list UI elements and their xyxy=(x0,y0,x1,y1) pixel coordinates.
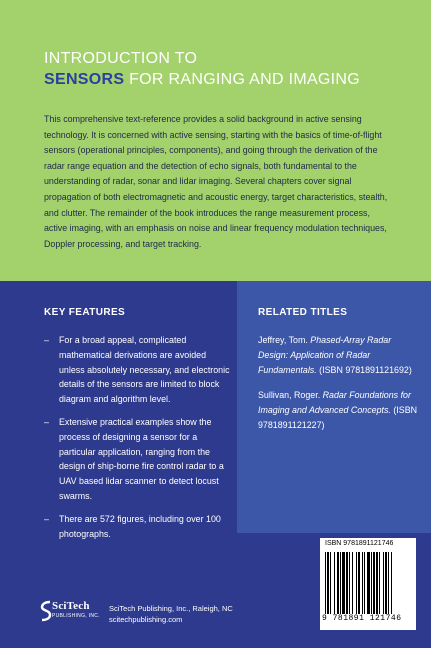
list-item xyxy=(44,512,234,542)
barcode-bar xyxy=(334,552,335,614)
barcode-bar xyxy=(325,552,326,614)
barcode-bar xyxy=(327,552,329,614)
bullet-dash: – xyxy=(44,513,49,524)
barcode-bar xyxy=(364,552,365,614)
key-features-list xyxy=(44,333,234,549)
related-titles-heading: RELATED TITLES xyxy=(258,307,348,318)
related-author: Sullivan, Roger. xyxy=(258,390,323,400)
barcode-bar xyxy=(379,552,380,614)
barcode-bar xyxy=(330,552,331,614)
barcode-bar xyxy=(352,552,353,614)
barcode-bar xyxy=(362,552,363,614)
publisher-address: SciTech Publishing, Inc., Raleigh, NC xyxy=(109,604,233,613)
barcode-bar xyxy=(342,552,345,614)
barcode-bar xyxy=(367,552,370,614)
barcode-bar xyxy=(349,552,350,614)
publisher-logo-subtext: PUBLISHING, INC. xyxy=(52,613,100,619)
publisher-logo xyxy=(40,598,100,626)
book-description: This comprehensive text-reference provides a solid background in active sensing technology. It is concerned with active sensing, starting with the basics of time-of-flight sensors (operational principles, components), and going through the derivation of the radar range equation and the detection of echo signals, both fundamental to the understanding of radar, sonar and lidar imaging. Several chapters cover signal propagation of both electromagnetic and acoustic energy, target characteristics, stealth, and clutter. The remainder of the book introduces the range measurement process, active imaging, with an emphasis on noise and linear frequency modulation techniques, Doppler processing, and target tracking. xyxy=(44,114,388,249)
book-title-line-2 xyxy=(44,71,360,89)
barcode-bar xyxy=(385,552,387,614)
barcode-bar xyxy=(376,552,378,614)
bullet-dash: – xyxy=(44,416,49,427)
related-isbn: (ISBN 9781891121692) xyxy=(316,364,412,375)
barcode-bar xyxy=(356,552,357,614)
feature-text: There are 572 figures, including over 100 photographs. xyxy=(59,513,221,539)
barcode-icon xyxy=(325,552,411,614)
feature-text: Extensive practical examples show the process of designing a sensor for a particular application, ranging from the design of ship-borne fire control radar to a UAV based lidar scanner to detect locust swarms. xyxy=(59,416,224,501)
barcode-bar xyxy=(337,552,339,614)
book-title-accent: SENSORS xyxy=(44,71,125,88)
barcode-bar xyxy=(391,552,392,614)
related-isbn: (ISBN 9781891121227) xyxy=(258,404,418,430)
isbn-label: ISBN 9781891121746 xyxy=(325,540,394,547)
bullet-dash: – xyxy=(44,335,49,345)
related-title-entry xyxy=(258,333,418,377)
related-book-title: Phased-Array Radar Design: Application of Radar Fundamentals. xyxy=(258,335,392,375)
key-features-heading: KEY FEATURES xyxy=(44,307,126,318)
publisher-website: scitechpublishing.com xyxy=(109,615,183,624)
barcode-bar xyxy=(383,552,384,614)
book-title-line-1: INTRODUCTION TO xyxy=(44,50,198,67)
related-author: Jeffrey, Tom. xyxy=(258,335,311,345)
list-item xyxy=(44,333,234,407)
publisher-logo-icon xyxy=(40,600,52,622)
barcode-bar xyxy=(358,552,360,614)
barcode-digits: 9 781891 121746 xyxy=(322,614,402,623)
publisher-logo-text: SciTech xyxy=(52,600,90,612)
related-title-entry xyxy=(258,388,418,432)
related-book-title: Radar Foundations for Imaging and Advanced Concepts. xyxy=(258,390,411,415)
barcode-bar xyxy=(346,552,348,614)
barcode-bar xyxy=(371,552,372,614)
barcode-bar xyxy=(388,552,389,614)
barcode-bar xyxy=(340,552,341,614)
feature-text: For a broad appeal, complicated mathematical derivations are avoided unless absolutely necessary, and electronic details of the sensors are limited to block diagram and algorithm level. xyxy=(59,335,230,405)
book-title-rest: FOR RANGING AND IMAGING xyxy=(124,71,361,88)
list-item xyxy=(44,415,234,504)
barcode-bar xyxy=(373,552,375,614)
